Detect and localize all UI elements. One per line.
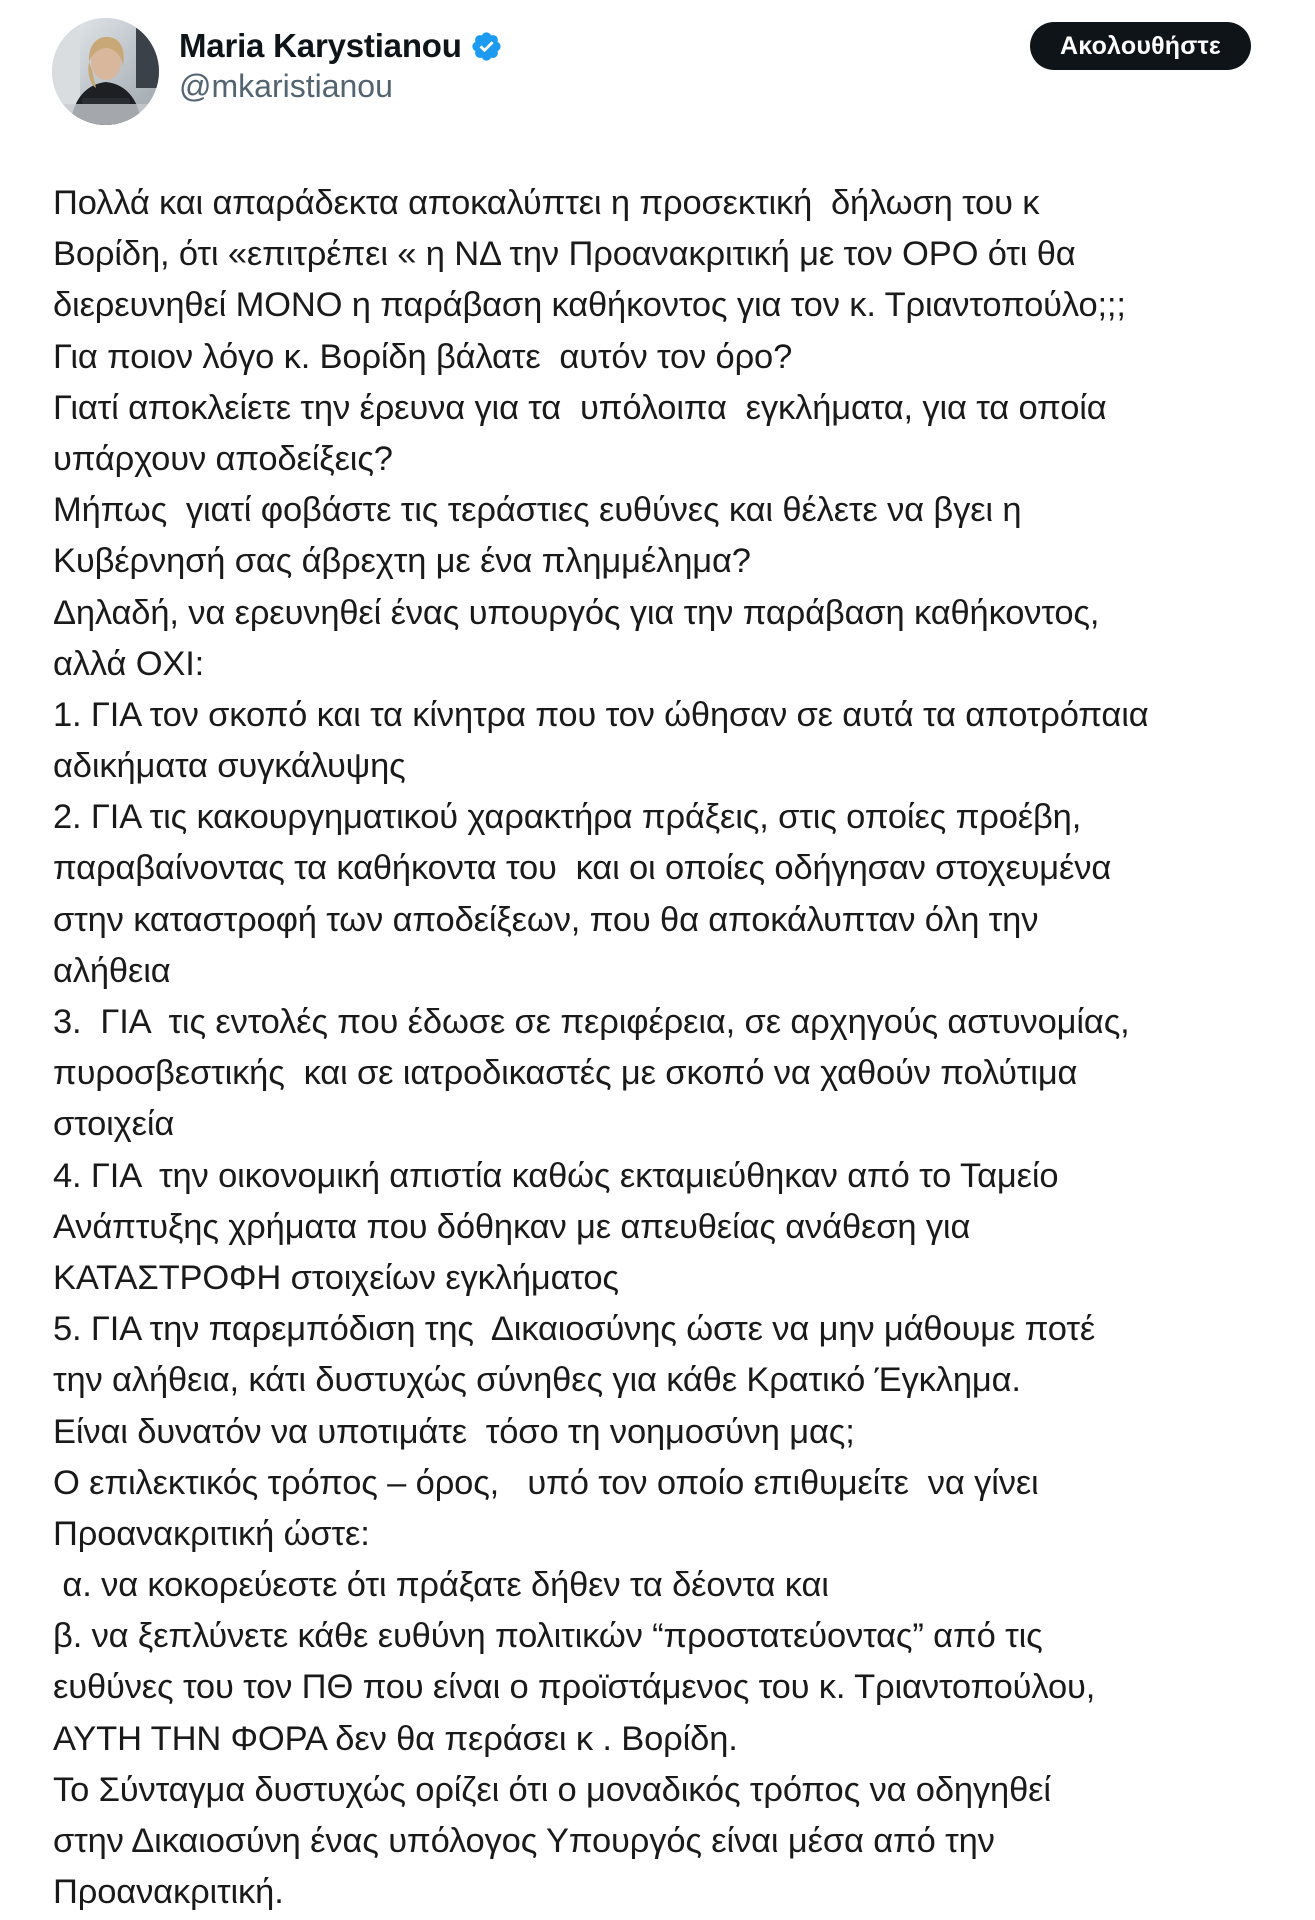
tweet-text-line: 5. ΓΙΑ την παρεμπόδιση της Δικαιοσύνης ώστε να μην μάθουμε ποτέ xyxy=(53,1310,1096,1349)
tweet-text-line: αλήθεια xyxy=(53,951,171,990)
tweet-text-line: στην καταστροφή των αποδείξεων, που θα αποκάλυπταν όλη την xyxy=(53,900,1039,939)
tweet-text xyxy=(53,178,1303,1918)
avatar[interactable] xyxy=(52,18,159,125)
tweet-text-line: υπάρχουν αποδείξεις? xyxy=(53,439,393,478)
author-handle[interactable]: @mkaristianou xyxy=(179,68,393,104)
tweet-text-line: στοιχεία xyxy=(53,1105,175,1144)
verified-badge-icon xyxy=(470,30,503,63)
tweet-text-line: 4. ΓΙΑ την οικονομική απιστία καθώς εκταμιεύθηκαν από το Ταμείο xyxy=(53,1156,1059,1195)
tweet-text-line: β. να ξεπλύνετε κάθε ευθύνη πολιτικών “προστατεύοντας” από τις xyxy=(53,1617,1043,1656)
tweet-text-line: 3. ΓΙΑ τις εντολές που έδωσε σε περιφέρεια, σε αρχηγούς αστυνομίας, xyxy=(53,1003,1130,1041)
tweet-text-line: Γιατί αποκλείετε την έρευνα για τα υπόλοιπα εγκλήματα, για τα οποία xyxy=(53,388,1107,427)
tweet-text-line: ΚΑΤΑΣΤΡΟΦΗ στοιχείων εγκλήματος xyxy=(53,1258,619,1297)
author-display-name[interactable]: Maria Karystianou xyxy=(179,27,462,64)
follow-button[interactable]: Ακολουθήστε xyxy=(1030,22,1251,70)
tweet-text-line: πυροσβεστικής και σε ιατροδικαστές με σκοπό να χαθούν πολύτιμα xyxy=(53,1054,1078,1093)
tweet-text-line: παραβαίνοντας τα καθήκοντα του και οι οποίες οδήγησαν στοχευμένα xyxy=(53,849,1112,888)
tweet-text-line: την αλήθεια, κάτι δυστυχώς σύνηθες για κάθε Κρατικό Έγκλημα. xyxy=(53,1361,1021,1400)
tweet-text-line: Κυβέρνησή σας άβρεχτη με ένα πλημμέλημα? xyxy=(53,542,751,581)
tweet-text-line: 2. ΓΙΑ τις κακουργηματικού χαρακτήρα πράξεις, στις οποίες προέβη, xyxy=(53,798,1082,837)
tweet-text-line: 1. ΓΙΑ τον σκοπό και τα κίνητρα που τον ώθησαν σε αυτά τα αποτρόπαια xyxy=(53,695,1149,734)
tweet-text-line: Προανακριτική ώστε: xyxy=(53,1514,370,1553)
tweet-text-line: Είναι δυνατόν να υποτιμάτε τόσο τη νοημοσύνη μας; xyxy=(53,1412,855,1451)
tweet-text-line: αδικήματα συγκάλυψης xyxy=(53,747,406,786)
tweet-text-line: στην Δικαιοσύνη ένας υπόλογος Υπουργός είναι μέσα από την xyxy=(53,1822,995,1860)
tweet-text-line: Πολλά και απαράδεκτα αποκαλύπτει η προσεκτική δήλωση του κ xyxy=(53,184,1040,222)
tweet-text-line: διερευνηθεί ΜΟΝΟ η παράβαση καθήκοντος για τον κ. Τριαντοπούλο;;; xyxy=(53,286,1126,325)
tweet-text-line: Δηλαδή, να ερευνηθεί ένας υπουργός για την παράβαση καθήκοντος, xyxy=(53,593,1100,632)
tweet-text-line: Βορίδη, ότι «επιτρέπει « η ΝΔ την Προανακριτική με τον ΟΡΟ ότι θα xyxy=(53,235,1076,274)
tweet-text-line: α. να κοκορεύεστε ότι πράξατε δήθεν τα δέοντα και xyxy=(53,1566,829,1605)
tweet-text-line: ΑΥΤΗ ΤΗΝ ΦΟΡΑ δεν θα περάσει κ . Βορίδη. xyxy=(53,1719,738,1758)
tweet-text-line: αλλά ΟΧΙ: xyxy=(53,644,205,683)
tweet-text-line: Το Σύνταγμα δυστυχώς ορίζει ότι ο μοναδικός τρόπος να οδηγηθεί xyxy=(53,1770,1051,1809)
tweet-text-line: Ανάπτυξης χρήματα που δόθηκαν με απευθείας ανάθεση για xyxy=(53,1207,971,1246)
tweet-text-line: Προανακριτική. xyxy=(53,1873,284,1912)
tweet-text-line: Ο επιλεκτικός τρόπος – όρος, υπό τον οποίο επιθυμείτε να γίνει xyxy=(53,1463,1039,1502)
profile-photo-icon xyxy=(52,18,159,125)
tweet-text-line: Μήπως γιατί φοβάστε τις τεράστιες ευθύνες και θέλετε να βγει η xyxy=(53,491,1022,530)
author-name-row[interactable] xyxy=(179,24,503,68)
tweet-header xyxy=(0,0,1315,140)
tweet-text-line: ευθύνες του τον ΠΘ που είναι ο προϊστάμενος του κ. Τριαντοπούλου, xyxy=(53,1668,1096,1707)
tweet-text-line: Για ποιον λόγο κ. Βορίδη βάλατε αυτόν τον όρο? xyxy=(53,337,793,376)
